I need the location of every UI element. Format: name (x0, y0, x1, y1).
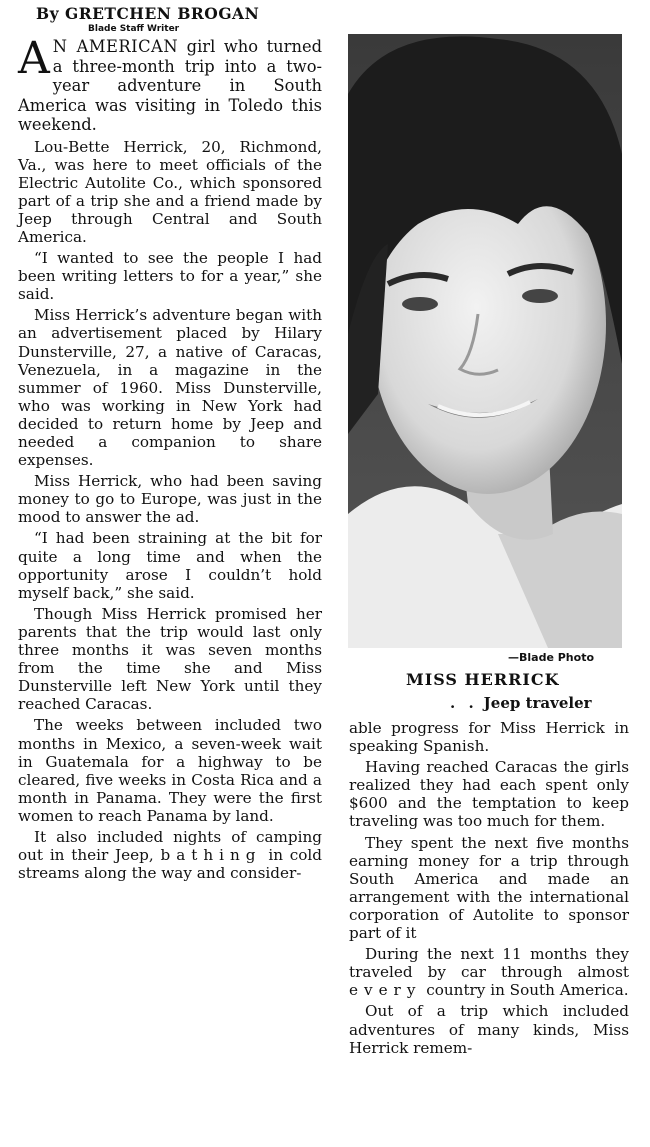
text-run: It also included nights of camping out in their Jeep, (18, 827, 322, 865)
paragraph: “I had been straining at the bit for quite a long time and when the opportunity arose I couldn’t hold myself back,” she said. (18, 529, 322, 602)
lead-text: girl who turned a three-month trip into a two-year adventure in South America was visiting in Toledo this weekend. (18, 37, 322, 134)
portrait-image (348, 34, 622, 648)
paragraph: Having reached Caracas the girls realized they had each spent only $600 and the temptation to keep traveling was too much for them. (349, 758, 629, 831)
text-run: During the next 11 months they traveled by car through almost (349, 945, 629, 982)
photo-credit: —Blade Photo (508, 651, 595, 664)
portrait-photo (348, 34, 622, 648)
text-run: country in South America. (426, 981, 629, 1000)
caption-dots: . . (450, 694, 478, 712)
byline: By GRETCHEN BROGAN (36, 4, 260, 23)
caption-subtitle-text: Jeep traveler (483, 694, 592, 712)
text-run: in cold streams along the way and consider- (18, 846, 323, 883)
spaced-word: bathing (160, 846, 262, 865)
photo-caption-subtitle (450, 694, 592, 712)
paragraph: Miss Herrick, who had been saving money to go to Europe, was just in the mood to answer the ad. (18, 472, 322, 527)
paragraph: Lou-Bette Herrick, 20, Richmond, Va., was here to meet officials of the Electric Autolite Co., which sponsored part of a trip she and a friend made by Jeep through Central and South America. (18, 137, 322, 246)
paragraph: The weeks between included two months in Mexico, a seven-week wait in Guatemala for a highway to be cleared, five weeks in Costa Rica and a month in Panama. They were the first women to reach Panama by land. (18, 716, 322, 825)
left-column (18, 4, 322, 882)
drop-cap: A (18, 33, 50, 84)
lead-first-word: N AMERICAN (52, 37, 179, 56)
paragraph-spaced (349, 945, 629, 999)
paragraph: They spent the next five months earning money for a trip through South America and made an arrangement with the international corporation of Autolite to sponsor part of it (349, 833, 629, 943)
paragraph-continuation: able progress for Miss Herrick in speaking Spanish. (349, 719, 629, 756)
paragraph: Out of a trip which included adventures of many kinds, Miss Herrick remem- (349, 1002, 629, 1057)
right-column (349, 719, 629, 1057)
photo-caption-name: MISS HERRICK (406, 670, 560, 689)
spaced-word: every (349, 981, 422, 1000)
paragraph: “I wanted to see the people I had been writing letters to for a year,” she said. (18, 249, 322, 304)
paragraph-last-left (18, 828, 322, 882)
lead-paragraph (18, 33, 322, 135)
paragraph: Though Miss Herrick promised her parents that the trip would last only three months it was seven months from the time she and Miss Dunsterville left New York until they reached Caracas. (18, 604, 322, 714)
staff-title: Blade Staff Writer (88, 24, 180, 34)
paragraph: Miss Herrick’s adventure began with an advertisement placed by Hilary Dunsterville, 27, a native of Caracas, Venezuela, in a magazine in the summer of 1960. Miss Dunsterville, who was working in New York had decided to return home by Jeep and needed a companion to share expenses. (18, 306, 322, 470)
